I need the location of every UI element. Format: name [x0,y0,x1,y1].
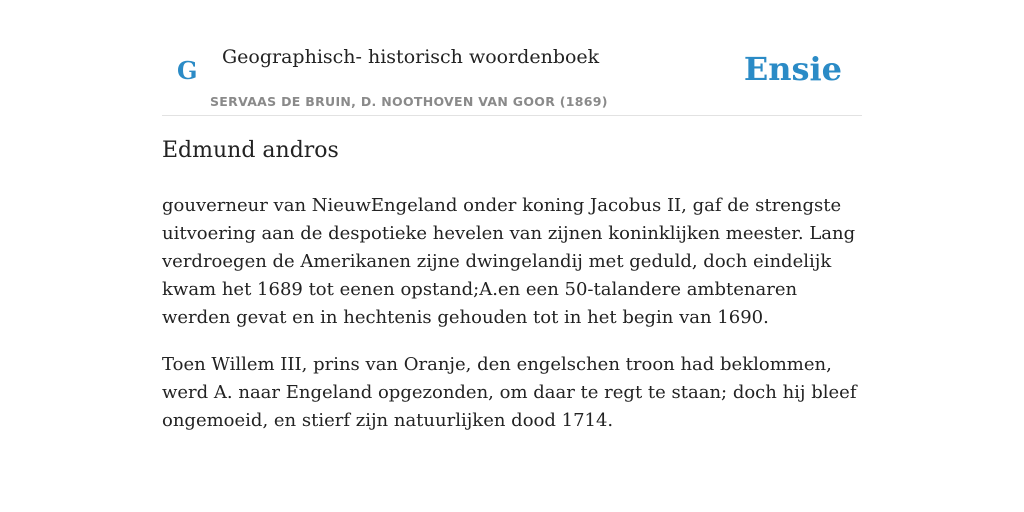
book-author: SERVAAS DE BRUIN, D. NOOTHOVEN VAN GOOR (1869) [210,94,608,109]
book-letter-icon[interactable]: G [177,56,198,85]
book-header [162,40,862,116]
ensie-logo[interactable]: Ensie [743,50,842,88]
entry-body [162,192,862,454]
entry-paragraph: gouverneur van NieuwEngeland onder koning Jacobus II, gaf de strengste uitvoering aan de despotieke hevelen van zijnen koninklijken meester. Lang verdroegen de Amerikanen zijne dwingelandij met geduld, doch eindelijk kwam het 1689 tot eenen opstand;A.en een 50-talandere ambtenaren werden gevat en in hechtenis gehouden tot in het begin van 1690. [162,195,856,328]
entry-title: Edmund andros [162,138,339,163]
entry-paragraph: Toen Willem III, prins van Oranje, den engelschen troon had beklommen, werd A. naar Engeland opgezonden, om daar te regt te staan; doch hij bleef ongemoeid, en stierf zijn natuurlijken dood 1714. [162,354,857,431]
book-title-link[interactable]: Geographisch- historisch woordenboek [222,46,600,68]
